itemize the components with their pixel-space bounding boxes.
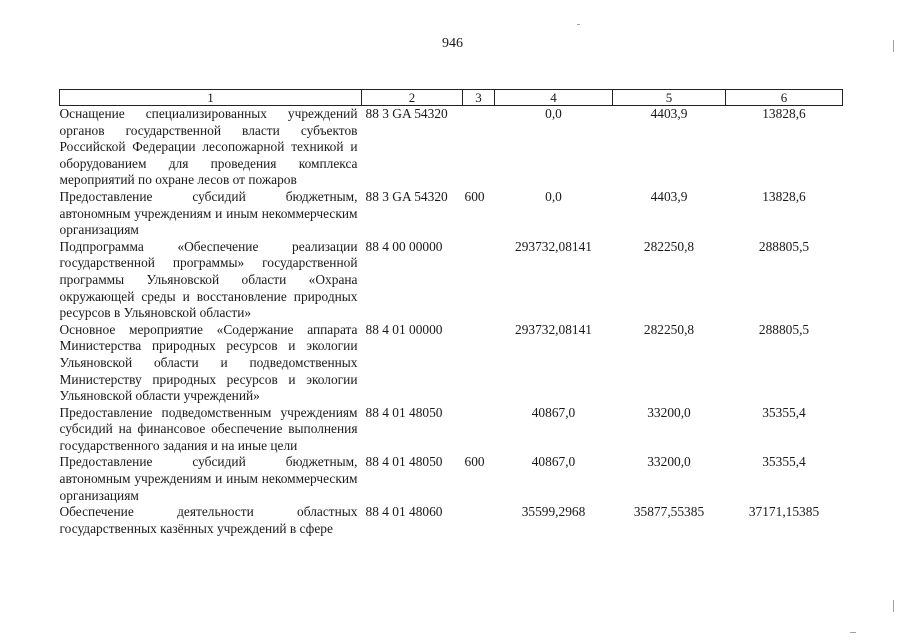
row-vr (463, 239, 495, 322)
page-number: 946 (442, 36, 463, 51)
row-value-1: 40867,0 (531, 404, 576, 420)
row-code: 88 4 01 48050 (365, 454, 443, 470)
table-row (60, 504, 843, 537)
row-value-1: 40867,0 (531, 454, 576, 470)
row-vr (463, 405, 495, 455)
row-code: 88 4 01 48060 (365, 504, 443, 520)
row-value-3: 37171,15385 (748, 504, 820, 520)
row-value-3: 13828,6 (762, 106, 806, 121)
table-row (60, 189, 843, 239)
header-row (60, 90, 843, 106)
row-value-3: 13828,6 (762, 188, 806, 204)
table-row (60, 454, 843, 504)
row-name: Оснащение специализированных учреждений органов государственной власти субъектов Российской Федерации лесопожарной техникой и оборудованием для проведения комплекса мероприятий по охране лесов от пожаров (59, 106, 358, 188)
scan-artifact (893, 600, 894, 612)
header-col-5: 5 (613, 90, 726, 106)
row-code: 88 4 00 00000 (365, 238, 443, 254)
row-vr: 600 (464, 188, 485, 204)
row-value-2: 4403,9 (650, 188, 688, 204)
header-col-3: 3 (463, 90, 495, 106)
row-name: Предоставление субсидий бюджетным, автономным учреждениям и иным некоммерческим организациям (59, 454, 358, 503)
row-code: 88 4 01 48050 (365, 404, 443, 420)
row-value-2: 282250,8 (643, 238, 695, 254)
row-value-2: 35877,55385 (633, 504, 705, 520)
row-code: 88 3 GA 54320 (365, 188, 448, 204)
scan-artifact (850, 632, 856, 633)
row-value-3: 35355,4 (762, 454, 806, 470)
table-row (60, 322, 843, 405)
header-col-1: 1 (60, 90, 362, 106)
row-value-3: 288805,5 (758, 321, 810, 337)
table-row (60, 106, 843, 189)
row-value-1: 293732,08141 (515, 238, 592, 254)
header-col-6: 6 (726, 90, 843, 106)
row-value-1: 35599,2968 (521, 504, 586, 520)
row-name: Предоставление подведомственным учреждениям субсидий на финансовое обеспечение выполнения государственного задания и на иные цели (59, 404, 358, 453)
row-value-2: 282250,8 (643, 321, 695, 337)
row-value-2: 33200,0 (647, 454, 691, 470)
table-row (60, 239, 843, 322)
budget-table (59, 89, 843, 537)
row-code: 88 3 GA 54320 (365, 106, 448, 121)
row-name: Основное мероприятие «Содержание аппарата Министерства природных ресурсов и экологии Ульяновской области и подведомственных Министерству природных ресурсов и экологии Ульяновской области учреждений» (59, 321, 358, 404)
scan-artifact (893, 40, 894, 52)
row-value-1: 0,0 (545, 106, 562, 121)
row-name: Подпрограмма «Обеспечение реализации государственной программы» государственной программы Ульяновской области «Охрана окружающей среды и восстановление природных ресурсов в Ульяновской области» (59, 238, 358, 321)
header-col-2: 2 (362, 90, 463, 106)
row-value-1: 293732,08141 (515, 321, 592, 337)
row-value-1: 0,0 (545, 188, 562, 204)
row-value-2: 33200,0 (647, 404, 691, 420)
scan-artifact (577, 24, 580, 25)
row-vr (463, 504, 495, 537)
row-name: Обеспечение деятельности областных государственных казённых учреждений в сфере (59, 504, 358, 536)
row-value-3: 35355,4 (762, 404, 806, 420)
row-vr (463, 106, 495, 189)
header-col-4: 4 (495, 90, 613, 106)
row-vr (463, 322, 495, 405)
row-code: 88 4 01 00000 (365, 321, 443, 337)
row-vr: 600 (464, 454, 485, 470)
table-row (60, 405, 843, 455)
row-value-3: 288805,5 (758, 238, 810, 254)
row-name: Предоставление субсидий бюджетным, автономным учреждениям и иным некоммерческим организациям (59, 188, 358, 238)
row-value-2: 4403,9 (650, 106, 688, 121)
